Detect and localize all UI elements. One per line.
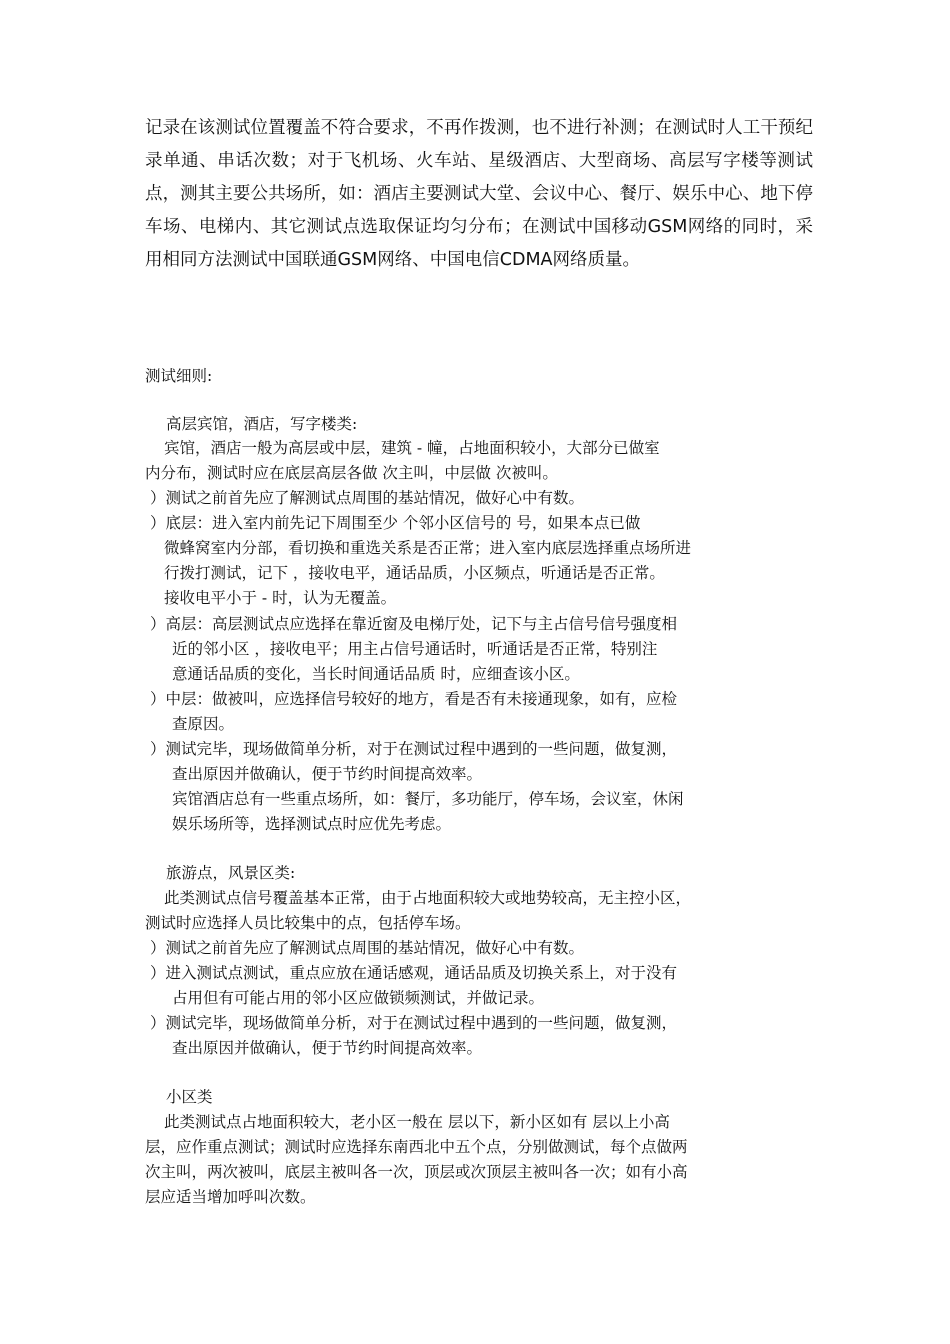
- hotel-note: 宾馆酒店总有一些重点场所，如：餐厅，多功能厅，停车场，会议室，休闲: [172, 790, 684, 808]
- scenic-heading: 旅游点，风景区类:: [166, 864, 296, 882]
- scenic-item: ）测试完毕，现场做简单分析，对于在测试过程中遇到的一些问题，做复测，: [150, 1014, 678, 1032]
- details-title: 测试细则:: [145, 367, 213, 385]
- hotel-item-cont: 行拨打测试，记下 ，接收电平，通话品质，小区频点，听通话是否正常。: [164, 564, 665, 582]
- hotel-item: ）底层：进入室内前先记下周围至少 个邻小区信号的 号，如果本点已做: [150, 514, 641, 532]
- scenic-desc-line: 测试时应选择人员比较集中的点，包括停车场。: [145, 914, 471, 932]
- hotel-item-cont: 查出原因并做确认，便于节约时间提高效率。: [172, 765, 483, 783]
- hotel-item-cont: 查原因。: [172, 715, 235, 733]
- hotel-item-cont: 近的邻小区 ，接收电平；用主占信号通话时，听通话是否正常，特别注: [172, 640, 658, 658]
- residential-heading: 小区类: [166, 1088, 213, 1106]
- hotel-item: ）中层：做被叫，应选择信号较好的地方，看是否有未接通现象，如有，应检: [150, 690, 678, 708]
- hotel-note: 娱乐场所等，选择测试点时应优先考虑。: [172, 815, 452, 833]
- intro-paragraph: 记录在该测试位置覆盖不符合要求，不再作拨测，也不进行补测；在测试时人工干预纪录单通、串话次数；对于飞机场、火车站、星级酒店、大型商场、高层写字楼等测试点，测其主要公共场所，如：酒店主要测试大堂、会议中心、餐厅、娱乐中心、地下停车场、电梯内、其它测试点选取保证均匀分布；在测试中国移动GSM网络的同时，采用相同方法测试中国联通GSM网络、中国电信CDMA网络质量。: [145, 118, 813, 270]
- scenic-item-cont: 查出原因并做确认，便于节约时间提高效率。: [172, 1039, 483, 1057]
- hotel-heading: 高层宾馆，酒店，写字楼类:: [166, 415, 358, 433]
- hotel-item-cont: 意通话品质的变化，当长时间通话品质 时，应细查该小区。: [172, 665, 580, 683]
- residential-line: 此类测试点占地面积较大，老小区一般在 层以下，新小区如有 层以上小高: [164, 1113, 670, 1131]
- hotel-desc-line: 内分布，测试时应在底层高层各做 次主叫，中层做 次被叫。: [145, 464, 558, 482]
- hotel-item: ）测试之前首先应了解测试点周围的基站情况，做好心中有数。: [150, 489, 585, 507]
- hotel-item: ）测试完毕，现场做简单分析，对于在测试过程中遇到的一些问题，做复测，: [150, 740, 678, 758]
- residential-line: 层，应作重点测试；测试时应选择东南西北中五个点，分别做测试，每个点做两: [145, 1138, 688, 1156]
- hotel-item-cont: 微蜂窝室内分部，看切换和重选关系是否正常；进入室内底层选择重点场所进: [164, 539, 692, 557]
- residential-line: 次主叫，两次被叫，底层主被叫各一次，顶层或次顶层主被叫各一次；如有小高: [145, 1163, 688, 1181]
- hotel-item-cont: 接收电平小于 - 时，认为无覆盖。: [164, 589, 397, 607]
- scenic-desc-line: 此类测试点信号覆盖基本正常，由于占地面积较大或地势较高，无主控小区，: [164, 889, 692, 907]
- residential-line: 层应适当增加呼叫次数。: [145, 1188, 316, 1206]
- hotel-desc-line: 宾馆，酒店一般为高层或中层，建筑 - 幢，占地面积较小，大部分已做室: [164, 439, 660, 457]
- hotel-item: ）高层：高层测试点应选择在靠近窗及电梯厅处，记下与主占信号信号强度相: [150, 615, 678, 633]
- scenic-item: ）测试之前首先应了解测试点周围的基站情况，做好心中有数。: [150, 939, 585, 957]
- scenic-item-cont: 占用但有可能占用的邻小区应做锁频测试，并做记录。: [172, 989, 545, 1007]
- scenic-item: ）进入测试点测试，重点应放在通话感观，通话品质及切换关系上，对于没有: [150, 964, 678, 982]
